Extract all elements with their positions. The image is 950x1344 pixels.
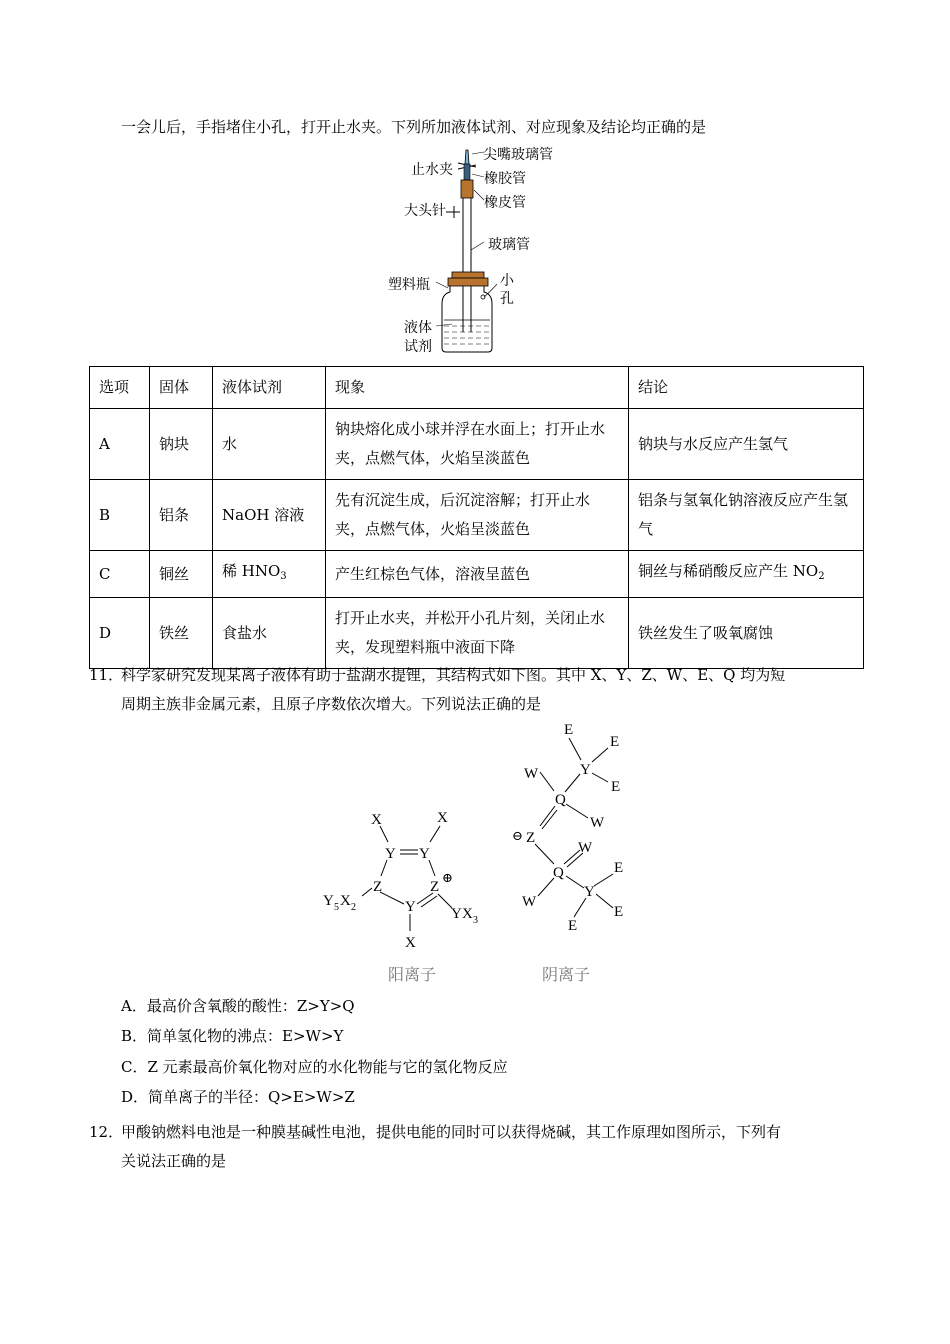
q11-option-c: C．Z 元素最高价氧化物对应的水化物能与它的氢化物反应 — [121, 1058, 508, 1076]
atom-w: W — [578, 840, 593, 856]
charge-minus-icon: ⊖ — [512, 828, 523, 843]
label-liquid-2: 试剂 — [404, 339, 432, 355]
atom-y: Y — [419, 846, 430, 862]
cell-conclusion: 钠块与水反应产生氢气 — [629, 409, 864, 480]
group-y: Y — [323, 893, 334, 909]
cation-label: 阳离子 — [388, 967, 437, 984]
atom-e: E — [564, 722, 574, 738]
cell-phenomenon: 产生红棕色气体，溶液呈蓝色 — [326, 551, 629, 598]
group-x: X — [462, 906, 473, 922]
label-clamp: 止水夹 — [411, 162, 453, 178]
cell-solid: 铝条 — [150, 480, 213, 551]
cell-solid: 铜丝 — [150, 551, 213, 598]
label-hole-2: 孔 — [500, 291, 514, 307]
atom-x: X — [405, 935, 416, 951]
atom-e: E — [611, 779, 621, 795]
atom-z: Z — [373, 879, 383, 895]
cell-solid: 铁丝 — [150, 598, 213, 669]
header-option: 选项 — [90, 367, 150, 409]
cell-phenomenon: 打开止水夹，并松开小孔片刻，关闭止水夹，发现塑料瓶中液面下降 — [326, 598, 629, 669]
atom-e: E — [568, 918, 578, 934]
subscript-5: 5 — [334, 902, 339, 913]
header-reagent: 液体试剂 — [213, 367, 326, 409]
cell-reagent: NaOH 溶液 — [213, 480, 326, 551]
label-tip-glass-tube: 尖嘴玻璃管 — [483, 147, 553, 163]
cell-option: A — [90, 409, 150, 480]
group-x: X — [340, 893, 351, 909]
q12-line2: 关说法正确的是 — [121, 1152, 227, 1170]
table-row — [90, 598, 864, 669]
atom-w: W — [524, 766, 539, 782]
q11-option-b: B．简单氢化物的沸点：E>W>Y — [121, 1027, 344, 1045]
cell-reagent — [213, 551, 326, 598]
atom-y: Y — [580, 762, 591, 778]
reagent-main: 稀 HNO — [222, 562, 281, 580]
q11-option-d: D．简单离子的半径：Q>E>W>Z — [121, 1088, 355, 1106]
atom-z: Z — [430, 879, 440, 895]
atom-x: X — [371, 812, 382, 828]
atom-y: Y — [584, 884, 595, 900]
q10-table — [89, 366, 864, 669]
cell-reagent: 食盐水 — [213, 598, 326, 669]
q11-number: 11． — [89, 666, 124, 684]
table-row — [90, 551, 864, 598]
cell-reagent: 水 — [213, 409, 326, 480]
atom-w: W — [590, 815, 605, 831]
header-solid: 固体 — [150, 367, 213, 409]
label-glass-tube: 玻璃管 — [488, 237, 530, 253]
cell-conclusion — [629, 551, 864, 598]
atom-e: E — [614, 904, 624, 920]
q11-line1: 科学家研究发现某离子液体有助于盐湖水提锂，其结构式如下图。其中 X、Y、Z、W、E、Q 均为短 — [121, 666, 786, 684]
atom-q: Q — [553, 865, 564, 881]
label-bottle: 塑料瓶 — [388, 277, 430, 293]
label-skin-tube: 橡皮管 — [484, 195, 526, 211]
cell-option: C — [90, 551, 150, 598]
atom-z: Z — [526, 830, 536, 846]
conclusion-subscript: 2 — [818, 571, 825, 582]
cell-phenomenon: 钠块熔化成小球并浮在水面上；打开止水夹，点燃气体，火焰呈淡蓝色 — [326, 409, 629, 480]
cell-conclusion: 铝条与氢氧化钠溶液反应产生氢气 — [629, 480, 864, 551]
q12-line1: 甲酸钠燃料电池是一种膜基碱性电池，提供电能的同时可以获得烧碱，其工作原理如图所示，下列有 — [121, 1123, 782, 1141]
label-liquid-1: 液体 — [404, 320, 432, 336]
cell-conclusion: 铁丝发生了吸氧腐蚀 — [629, 598, 864, 669]
atom-w: W — [522, 894, 537, 910]
subscript-3: 3 — [473, 915, 478, 926]
cell-phenomenon: 先有沉淀生成，后沉淀溶解；打开止水夹，点燃气体，火焰呈淡蓝色 — [326, 480, 629, 551]
atom-e: E — [614, 860, 624, 876]
atom-q: Q — [555, 792, 566, 808]
atom-y: Y — [405, 899, 416, 915]
charge-plus-icon: ⊕ — [442, 870, 453, 885]
q11-line2: 周期主族非金属元素，且原子序数依次增大。下列说法正确的是 — [121, 695, 542, 713]
conclusion-main: 铜丝与稀硝酸反应产生 NO — [638, 562, 819, 580]
table-header-row — [90, 367, 864, 409]
label-hole-1: 小 — [500, 273, 514, 289]
q10-intro: 一会儿后，手指堵住小孔，打开止水夹。下列所加液体试剂、对应现象及结论均正确的是 — [121, 118, 707, 136]
atom-x: X — [437, 810, 448, 826]
label-rubber-tube: 橡胶管 — [484, 171, 526, 187]
cell-option: B — [90, 480, 150, 551]
subscript-2: 2 — [351, 902, 356, 913]
label-pin: 大头针 — [404, 203, 446, 219]
structure-figure — [318, 718, 638, 988]
anion-label: 阴离子 — [542, 967, 591, 984]
cell-option: D — [90, 598, 150, 669]
q12-number: 12． — [89, 1123, 124, 1141]
atom-e: E — [610, 734, 620, 750]
reagent-subscript: 3 — [280, 571, 287, 582]
cell-solid: 钠块 — [150, 409, 213, 480]
group-y: Y — [451, 906, 462, 922]
table-row — [90, 480, 864, 551]
table-row — [90, 409, 864, 480]
header-conclusion: 结论 — [629, 367, 864, 409]
atom-y: Y — [385, 846, 396, 862]
q11-option-a: A．最高价含氧酸的酸性：Z>Y>Q — [121, 997, 355, 1015]
header-phenomenon: 现象 — [326, 367, 629, 409]
